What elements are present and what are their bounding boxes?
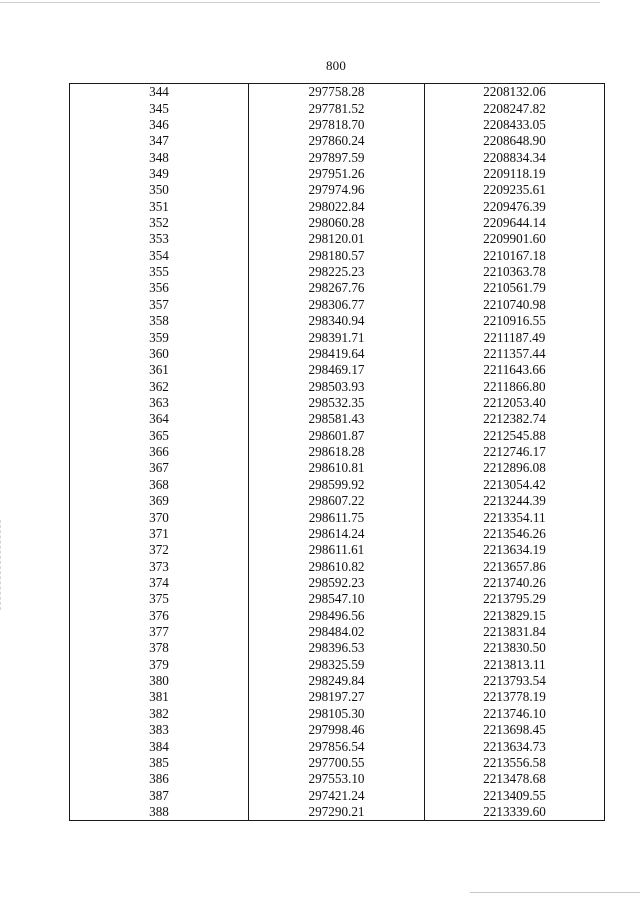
x-coordinate-cell: 298610.82	[249, 558, 425, 574]
point-number-cell: 357	[70, 297, 249, 313]
x-coordinate-cell: 298611.75	[249, 509, 425, 525]
x-coordinate-cell: 297998.46	[249, 722, 425, 738]
table-row	[70, 526, 605, 542]
point-number-cell: 377	[70, 624, 249, 640]
y-coordinate-cell: 2213634.73	[425, 738, 605, 754]
table-row	[70, 133, 605, 149]
y-coordinate-cell: 2210561.79	[425, 280, 605, 296]
y-coordinate-cell: 2211866.80	[425, 378, 605, 394]
table-row	[70, 542, 605, 558]
table-row	[70, 378, 605, 394]
y-coordinate-cell: 2212746.17	[425, 444, 605, 460]
x-coordinate-cell: 297553.10	[249, 771, 425, 787]
table-row	[70, 346, 605, 362]
y-coordinate-cell: 2213339.60	[425, 804, 605, 821]
point-number-cell: 365	[70, 428, 249, 444]
x-coordinate-cell: 298601.87	[249, 428, 425, 444]
y-coordinate-cell: 2209476.39	[425, 199, 605, 215]
x-coordinate-cell: 297860.24	[249, 133, 425, 149]
point-number-cell: 350	[70, 182, 249, 198]
point-number-cell: 346	[70, 117, 249, 133]
table-row	[70, 771, 605, 787]
table-row	[70, 362, 605, 378]
x-coordinate-cell: 297951.26	[249, 166, 425, 182]
table-row	[70, 591, 605, 607]
table-row	[70, 689, 605, 705]
table-row	[70, 608, 605, 624]
point-number-cell: 363	[70, 395, 249, 411]
table-row	[70, 460, 605, 476]
table-row	[70, 313, 605, 329]
point-number-cell: 360	[70, 346, 249, 362]
coordinate-table	[69, 83, 605, 821]
point-number-cell: 362	[70, 378, 249, 394]
table-row	[70, 428, 605, 444]
y-coordinate-cell: 2213409.55	[425, 787, 605, 803]
table-row	[70, 755, 605, 771]
x-coordinate-cell: 298503.93	[249, 378, 425, 394]
table-row	[70, 787, 605, 803]
point-number-cell: 386	[70, 771, 249, 787]
table-row	[70, 248, 605, 264]
x-coordinate-cell: 298197.27	[249, 689, 425, 705]
table-row	[70, 558, 605, 574]
point-number-cell: 368	[70, 477, 249, 493]
scan-edge-line	[0, 2, 600, 3]
y-coordinate-cell: 2213813.11	[425, 657, 605, 673]
table-row	[70, 231, 605, 247]
table-row	[70, 706, 605, 722]
point-number-cell: 388	[70, 804, 249, 821]
point-number-cell: 380	[70, 673, 249, 689]
scan-edge-line	[0, 520, 2, 610]
x-coordinate-cell: 297818.70	[249, 117, 425, 133]
x-coordinate-cell: 297781.52	[249, 100, 425, 116]
y-coordinate-cell: 2213778.19	[425, 689, 605, 705]
point-number-cell: 358	[70, 313, 249, 329]
table-row	[70, 199, 605, 215]
x-coordinate-cell: 298484.02	[249, 624, 425, 640]
x-coordinate-cell: 298120.01	[249, 231, 425, 247]
coordinate-table-body	[70, 84, 605, 821]
point-number-cell: 359	[70, 329, 249, 345]
point-number-cell: 382	[70, 706, 249, 722]
y-coordinate-cell: 2208834.34	[425, 149, 605, 165]
y-coordinate-cell: 2209235.61	[425, 182, 605, 198]
y-coordinate-cell: 2209901.60	[425, 231, 605, 247]
y-coordinate-cell: 2208132.06	[425, 84, 605, 101]
table-row	[70, 673, 605, 689]
y-coordinate-cell: 2208247.82	[425, 100, 605, 116]
y-coordinate-cell: 2213831.84	[425, 624, 605, 640]
point-number-cell: 373	[70, 558, 249, 574]
table-row	[70, 411, 605, 427]
y-coordinate-cell: 2213746.10	[425, 706, 605, 722]
point-number-cell: 387	[70, 787, 249, 803]
y-coordinate-cell: 2213740.26	[425, 575, 605, 591]
x-coordinate-cell: 298060.28	[249, 215, 425, 231]
y-coordinate-cell: 2208433.05	[425, 117, 605, 133]
point-number-cell: 353	[70, 231, 249, 247]
table-row	[70, 297, 605, 313]
y-coordinate-cell: 2211643.66	[425, 362, 605, 378]
table-row	[70, 509, 605, 525]
point-number-cell: 369	[70, 493, 249, 509]
table-row	[70, 84, 605, 101]
table-row	[70, 657, 605, 673]
x-coordinate-cell: 298306.77	[249, 297, 425, 313]
table-row	[70, 395, 605, 411]
table-row	[70, 215, 605, 231]
y-coordinate-cell: 2209644.14	[425, 215, 605, 231]
y-coordinate-cell: 2210740.98	[425, 297, 605, 313]
y-coordinate-cell: 2213793.54	[425, 673, 605, 689]
x-coordinate-cell: 298599.92	[249, 477, 425, 493]
y-coordinate-cell: 2211357.44	[425, 346, 605, 362]
point-number-cell: 383	[70, 722, 249, 738]
y-coordinate-cell: 2210167.18	[425, 248, 605, 264]
x-coordinate-cell: 298396.53	[249, 640, 425, 656]
y-coordinate-cell: 2213698.45	[425, 722, 605, 738]
point-number-cell: 379	[70, 657, 249, 673]
y-coordinate-cell: 2209118.19	[425, 166, 605, 182]
x-coordinate-cell: 298105.30	[249, 706, 425, 722]
table-row	[70, 640, 605, 656]
x-coordinate-cell: 298469.17	[249, 362, 425, 378]
y-coordinate-cell: 2210363.78	[425, 264, 605, 280]
table-row	[70, 100, 605, 116]
point-number-cell: 348	[70, 149, 249, 165]
point-number-cell: 361	[70, 362, 249, 378]
point-number-cell: 344	[70, 84, 249, 101]
x-coordinate-cell: 298391.71	[249, 329, 425, 345]
y-coordinate-cell: 2213830.50	[425, 640, 605, 656]
y-coordinate-cell: 2213478.68	[425, 771, 605, 787]
x-coordinate-cell: 298547.10	[249, 591, 425, 607]
y-coordinate-cell: 2213354.11	[425, 509, 605, 525]
point-number-cell: 349	[70, 166, 249, 182]
y-coordinate-cell: 2213244.39	[425, 493, 605, 509]
point-number-cell: 376	[70, 608, 249, 624]
y-coordinate-cell: 2213634.19	[425, 542, 605, 558]
y-coordinate-cell: 2213829.15	[425, 608, 605, 624]
table-row	[70, 182, 605, 198]
x-coordinate-cell: 297758.28	[249, 84, 425, 101]
y-coordinate-cell: 2213795.29	[425, 591, 605, 607]
page-number: 800	[325, 58, 347, 73]
table-row	[70, 444, 605, 460]
point-number-cell: 372	[70, 542, 249, 558]
table-row	[70, 166, 605, 182]
table-row	[70, 624, 605, 640]
point-number-cell: 345	[70, 100, 249, 116]
y-coordinate-cell: 2208648.90	[425, 133, 605, 149]
coordinate-table-container	[69, 83, 605, 821]
point-number-cell: 355	[70, 264, 249, 280]
point-number-cell: 366	[70, 444, 249, 460]
point-number-cell: 351	[70, 199, 249, 215]
y-coordinate-cell: 2213657.86	[425, 558, 605, 574]
point-number-cell: 370	[70, 509, 249, 525]
x-coordinate-cell: 298581.43	[249, 411, 425, 427]
point-number-cell: 356	[70, 280, 249, 296]
table-row	[70, 280, 605, 296]
x-coordinate-cell: 298267.76	[249, 280, 425, 296]
table-row	[70, 329, 605, 345]
point-number-cell: 347	[70, 133, 249, 149]
table-row	[70, 493, 605, 509]
point-number-cell: 385	[70, 755, 249, 771]
y-coordinate-cell: 2212053.40	[425, 395, 605, 411]
table-row	[70, 738, 605, 754]
point-number-cell: 381	[70, 689, 249, 705]
table-row	[70, 804, 605, 821]
point-number-cell: 378	[70, 640, 249, 656]
x-coordinate-cell: 298496.56	[249, 608, 425, 624]
table-row	[70, 722, 605, 738]
x-coordinate-cell: 298340.94	[249, 313, 425, 329]
x-coordinate-cell: 298618.28	[249, 444, 425, 460]
x-coordinate-cell: 298610.81	[249, 460, 425, 476]
y-coordinate-cell: 2213556.58	[425, 755, 605, 771]
x-coordinate-cell: 297290.21	[249, 804, 425, 821]
y-coordinate-cell: 2210916.55	[425, 313, 605, 329]
x-coordinate-cell: 298225.23	[249, 264, 425, 280]
x-coordinate-cell: 298249.84	[249, 673, 425, 689]
table-row	[70, 149, 605, 165]
x-coordinate-cell: 298592.23	[249, 575, 425, 591]
y-coordinate-cell: 2213054.42	[425, 477, 605, 493]
point-number-cell: 367	[70, 460, 249, 476]
y-coordinate-cell: 2213546.26	[425, 526, 605, 542]
point-number-cell: 384	[70, 738, 249, 754]
point-number-cell: 364	[70, 411, 249, 427]
x-coordinate-cell: 297856.54	[249, 738, 425, 754]
y-coordinate-cell: 2212382.74	[425, 411, 605, 427]
scan-edge-line	[470, 892, 640, 893]
table-row	[70, 264, 605, 280]
y-coordinate-cell: 2212896.08	[425, 460, 605, 476]
x-coordinate-cell: 297897.59	[249, 149, 425, 165]
table-row	[70, 117, 605, 133]
x-coordinate-cell: 298325.59	[249, 657, 425, 673]
point-number-cell: 352	[70, 215, 249, 231]
table-row	[70, 477, 605, 493]
x-coordinate-cell: 298532.35	[249, 395, 425, 411]
point-number-cell: 371	[70, 526, 249, 542]
table-row	[70, 575, 605, 591]
point-number-cell: 354	[70, 248, 249, 264]
x-coordinate-cell: 297421.24	[249, 787, 425, 803]
y-coordinate-cell: 2212545.88	[425, 428, 605, 444]
x-coordinate-cell: 297700.55	[249, 755, 425, 771]
x-coordinate-cell: 298607.22	[249, 493, 425, 509]
y-coordinate-cell: 2211187.49	[425, 329, 605, 345]
point-number-cell: 375	[70, 591, 249, 607]
x-coordinate-cell: 298419.64	[249, 346, 425, 362]
point-number-cell: 374	[70, 575, 249, 591]
x-coordinate-cell: 298022.84	[249, 199, 425, 215]
x-coordinate-cell: 298611.61	[249, 542, 425, 558]
x-coordinate-cell: 297974.96	[249, 182, 425, 198]
x-coordinate-cell: 298180.57	[249, 248, 425, 264]
x-coordinate-cell: 298614.24	[249, 526, 425, 542]
